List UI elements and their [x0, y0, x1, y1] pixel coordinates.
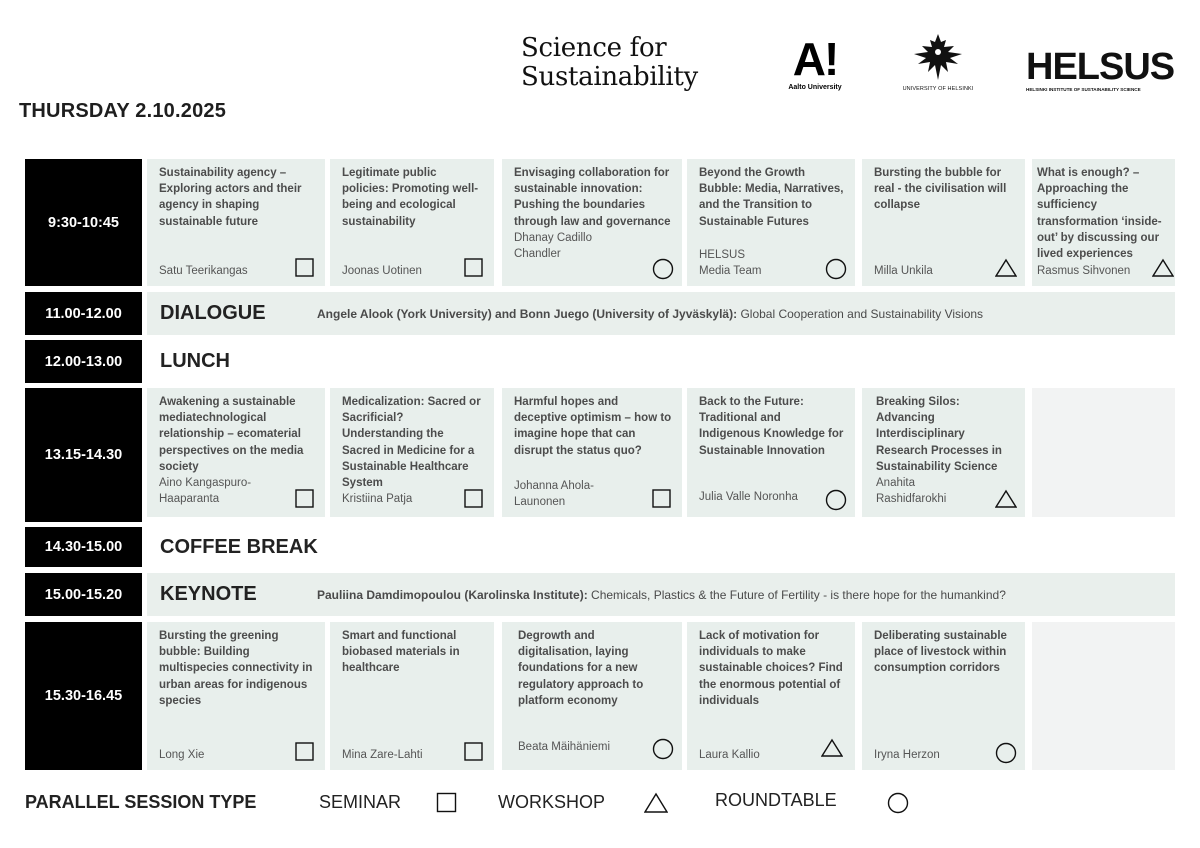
- session-title: Legitimate public policies: Promoting well-being and ecological sustainability: [342, 167, 479, 228]
- circle-icon: [652, 738, 672, 758]
- session-speaker: Milla Unkila: [874, 265, 933, 277]
- session-card[interactable]: [687, 622, 855, 770]
- legend-seminar-label: SEMINAR: [319, 792, 402, 812]
- empty-session-slot: [1032, 388, 1175, 517]
- session-title: What is enough? – Approaching the sufficiency transformation ‘inside-out’ by discussing our lived experiences: [1037, 167, 1162, 261]
- session-title: Back to the Future: Traditional and Indigenous Knowledge for Sustainable Innovation: [699, 396, 844, 457]
- triangle-icon: [995, 489, 1015, 509]
- session-card[interactable]: [862, 159, 1025, 286]
- session-speaker: Rasmus Sihvonen: [1037, 265, 1131, 277]
- session-title: Sustainability agency – Exploring actors and their agency in shaping sustainable future: [159, 167, 302, 228]
- square-icon: [464, 489, 484, 509]
- page-title: THURSDAY 2.10.2025: [19, 100, 227, 122]
- keynote-speaker: Pauliina Damdimopoulou (Karolinska Institute):: [317, 587, 588, 602]
- session-title: Bursting the greening bubble: Building multispecies connectivity in urban areas for indigenous species: [159, 630, 313, 707]
- time-slot-3: 12.00-13.00: [25, 340, 142, 383]
- session-card[interactable]: [687, 388, 855, 517]
- session-title: Medicalization: Sacred or Sacrificial? Understanding the Sacred in Medicine for a Sustainable Healthcare System Kristiina Patja: [342, 394, 484, 507]
- session-speaker: Media Team: [699, 265, 762, 277]
- session-speaker: Satu Teerikangas: [159, 265, 248, 277]
- session-card[interactable]: [147, 622, 325, 770]
- session-speaker: Julia Valle Noronha: [699, 491, 798, 503]
- session-speaker: Iryna Herzon: [874, 749, 940, 761]
- coffee-break-label: COFFEE BREAK: [160, 535, 318, 558]
- dialogue-band: [147, 292, 1175, 335]
- session-card[interactable]: [862, 622, 1025, 770]
- page-header: [0, 0, 1200, 150]
- session-speaker: Long Xie: [159, 749, 205, 761]
- session-speaker: Dhanay Cadillo Chandler: [514, 231, 592, 260]
- legend-title: PARALLEL SESSION TYPE: [25, 792, 257, 812]
- aalto-name: Aalto University: [788, 84, 842, 91]
- session-org: HELSUS: [699, 249, 746, 261]
- session-card[interactable]: [1032, 159, 1175, 286]
- square-icon: [464, 742, 484, 762]
- session-title: Beyond the Growth Bubble: Media, Narratives, and the Transition to Sustainable Futures: [699, 167, 844, 228]
- session-speaker: Joonas Uotinen: [342, 265, 422, 277]
- coffee-break-band: [147, 527, 1175, 567]
- keynote-description: [317, 588, 1006, 602]
- session-card[interactable]: [862, 388, 1025, 517]
- session-title: Degrowth and digitalisation, laying foundations for a new regulatory approach to platform economy: [518, 630, 644, 707]
- session-speaker: Johanna Ahola-Launonen: [514, 480, 594, 508]
- keynote-band: [147, 573, 1175, 616]
- university-of-helsinki-logo: [896, 32, 980, 92]
- dialogue-description: [317, 307, 983, 321]
- session-card[interactable]: [147, 388, 325, 517]
- helsus-name: HELSINKI INSTITUTE OF SUSTAINABILITY SCIENCE: [1026, 87, 1141, 92]
- circle-icon: [887, 792, 909, 814]
- lunch-band: [147, 340, 1175, 383]
- circle-icon: [995, 742, 1015, 762]
- dialogue-speakers: Angele Alook (York University) and Bonn Juego (University of Jyväskylä):: [317, 306, 738, 321]
- lunch-label: LUNCH: [160, 350, 230, 372]
- triangle-icon: [644, 792, 666, 814]
- keynote-topic: Chemicals, Plastics & the Future of Fertility - is there hope for the humankind?: [587, 587, 1006, 602]
- square-icon: [295, 742, 315, 762]
- square-icon: [652, 489, 672, 509]
- circle-icon: [825, 258, 845, 278]
- legend-roundtable-label: ROUNDTABLE: [715, 790, 837, 810]
- dialogue-label: DIALOGUE: [160, 302, 266, 324]
- session-card[interactable]: [502, 159, 682, 286]
- aalto-mark: A!: [792, 33, 838, 85]
- circle-icon: [825, 489, 845, 509]
- session-speaker: Mina Zare-Lahti: [342, 749, 423, 761]
- session-card[interactable]: [502, 622, 682, 770]
- session-title: Harmful hopes and deceptive optimism – how to imagine hope that can disrupt the status quo?: [514, 396, 672, 457]
- square-icon: [295, 489, 315, 509]
- square-icon: [436, 792, 458, 814]
- helsus-mark: HELSUS: [1026, 46, 1175, 88]
- session-title: Envisaging collaboration for sustainable innovation: Pushing the boundaries through law and governance Dhanay Cadillo Chandler: [514, 167, 671, 260]
- session-card[interactable]: [330, 622, 494, 770]
- science-for-sustainability-logo: [521, 34, 698, 92]
- aalto-university-logo: [778, 33, 852, 91]
- session-speaker: Laura Kallio: [699, 749, 760, 761]
- session-card[interactable]: [147, 159, 325, 286]
- legend-workshop-label: WORKSHOP: [498, 792, 606, 812]
- uh-name: UNIVERSITY OF HELSINKI: [902, 86, 974, 92]
- square-icon: [295, 258, 315, 278]
- session-title: Bursting the bubble for real - the civilisation will collapse: [874, 167, 1007, 212]
- session-speaker: Beata Mäihäniemi: [518, 741, 611, 753]
- session-card[interactable]: [502, 388, 682, 517]
- time-slot-5: 14.30-15.00: [25, 527, 142, 567]
- triangle-icon: [1152, 258, 1172, 278]
- keynote-label: KEYNOTE: [160, 583, 257, 605]
- time-slot-4: 13.15-14.30: [25, 388, 142, 522]
- time-slot-7: 15.30-16.45: [25, 622, 142, 770]
- session-title: Awakening a sustainable mediatechnological relationship – ecomaterial perspectives on the media society Aino Kangaspuro-Haaparanta: [159, 394, 315, 507]
- session-speaker: Anahita Rashidfarokhi: [876, 477, 947, 506]
- session-title: Breaking Silos: Advancing Interdisciplinary Research Processes in Sustainability Science Anahita Rashidfarokhi: [876, 396, 1002, 506]
- square-icon: [464, 258, 484, 278]
- time-slot-1: 9:30-10:45: [25, 159, 142, 286]
- time-slot-6: 15.00-15.20: [25, 573, 142, 616]
- helsus-logo: [1026, 46, 1175, 92]
- dialogue-topic: Global Cooperation and Sustainability Visions: [737, 306, 984, 321]
- time-slot-2: 11.00-12.00: [25, 292, 142, 335]
- circle-icon: [652, 258, 672, 278]
- session-speaker: Aino Kangaspuro-Haaparanta: [159, 477, 252, 506]
- session-type-legend: [0, 780, 1200, 826]
- session-speaker: Kristiina Patja: [342, 493, 413, 506]
- triangle-icon: [995, 258, 1015, 278]
- minerva-owl-icon: [908, 32, 968, 84]
- session-title: Smart and functional biobased materials in healthcare: [342, 630, 460, 675]
- session-title: Lack of motivation for individuals to make sustainable choices? Find the enormous potential of individuals: [699, 630, 843, 707]
- brand-line-1: Science for: [521, 33, 667, 63]
- brand-line-2: Sustainability: [521, 62, 698, 92]
- session-card[interactable]: [330, 159, 494, 286]
- empty-session-slot: [1032, 622, 1175, 770]
- session-title: Deliberating sustainable place of livestock within consumption corridors: [874, 630, 1007, 675]
- session-card[interactable]: [330, 388, 494, 517]
- session-card[interactable]: [687, 159, 855, 286]
- triangle-icon: [821, 738, 841, 758]
